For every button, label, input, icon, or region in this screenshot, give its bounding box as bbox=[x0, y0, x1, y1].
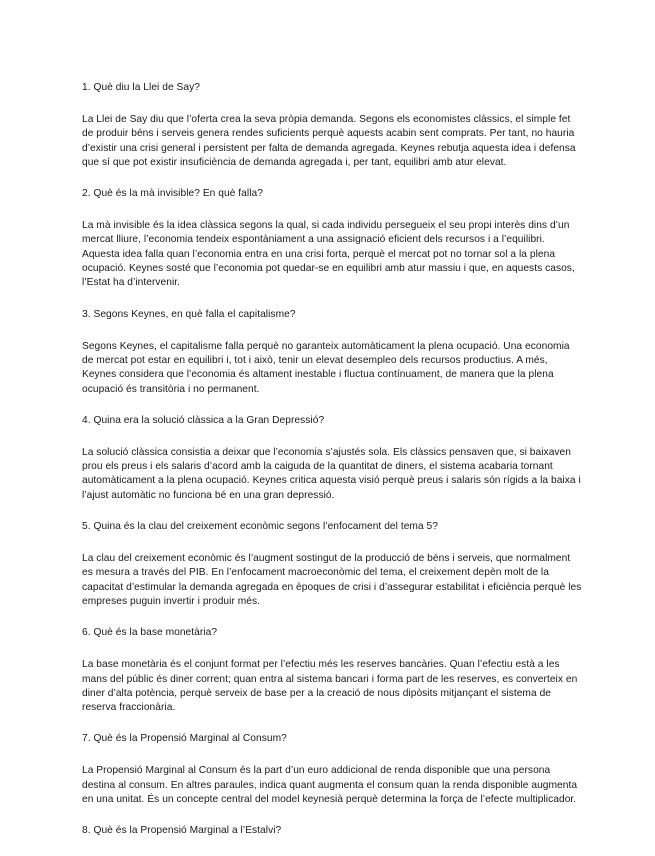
answer-3: Segons Keynes, el capitalisme falla perquè no garanteix automàticament la plena ocupació. Una economia de mercat pot estar en equilibri i, tot i això, tenir un elevat desempleo dels recursos productius. A més, Keynes considera que l’economia és altament inestable i fluctua contínuament, de manera que la plena ocupació és transitòria i no permanent. bbox=[82, 340, 570, 395]
question-8: 8. Què és la Propensió Marginal a l’Estalvi? bbox=[82, 825, 282, 837]
answer-6: La base monetària és el conjunt format per l’efectiu més les reserves bancàries. Quan l’efectiu està a les mans del públic és diner corrent; quan entra al sistema bancari i forma part de les reserves, es converteix en diner d’alta potència, perquè serveix de base per a la creació de nous dipòsits mitjançant el sistema de reserva fraccionària. bbox=[82, 659, 578, 714]
question-3: 3. Segons Keynes, en què falla el capitalisme? bbox=[82, 308, 296, 320]
question-6: 6. Què és la base monetària? bbox=[82, 627, 218, 639]
question-5: 5. Quina és la clau del creixement econòmic segons l’enfocament del tema 5? bbox=[82, 521, 438, 533]
answer-4: La solució clàssica consistia a deixar que l’economia s’ajustés sola. Els clàssics pensaven que, si baixaven prou els preus i els salaris d’acord amb la caiguda de la quantitat de diners, el sistema acabaria tornant automàticament a la plena ocupació. Keynes critica aquesta visió perquè preus i salaris són rígids a la baixa i l’ajust automàtic no funciona bé en una gran depressió. bbox=[82, 446, 581, 501]
answer-7: La Propensió Marginal al Consum és la part d’un euro addicional de renda disponible que una persona destina al consum. En altres paraules, indica quant augmenta el consum quan la renda disponible augmenta en una unitat. És un concepte central del model keynesià perquè determina la força de l’efecte multiplicador. bbox=[82, 765, 578, 806]
answer-1: La Llei de Say diu que l’oferta crea la seva pròpia demanda. Segons els economistes clàssics, el simple fet de produir béns i serveis genera rendes suficients perquè aquests acabin sent comprats. Per tant, no hauria d’existir una crisi general i persistent per falta de demanda agregada. Keynes rebutja aquesta idea i defensa que sí que pot existir insuficiència de demanda agregada i, per tant, equilibri amb atur elevat. bbox=[82, 114, 576, 168]
answer-2: La mà invisible és la idea clàssica segons la qual, si cada individu persegueix el seu propi interès dins d’un mercat lliure, l’economia tendeix espontàniament a una assignació eficient dels recursos i a l’equilibri. Aquesta idea falla quan l’economia entra en una crisi forta, perquè el mercat pot no tornar sol a la plena ocupació. Keynes sosté que l’economia pot quedar-se en equilibri amb atur massiu i que, en aquests casos, l’Estat ha d’intervenir. bbox=[82, 220, 575, 289]
question-7: 7. Què és la Propensió Marginal al Consum? bbox=[82, 733, 287, 745]
question-2: 2. Què és la mà invisible? En què falla? bbox=[82, 188, 263, 200]
question-1: 1. Què diu la Llei de Say? bbox=[82, 82, 200, 93]
document-page bbox=[82, 81, 582, 856]
question-4: 4. Quina era la solució clàssica a la Gran Depressió? bbox=[82, 414, 325, 426]
answer-5: La clau del creixement econòmic és l’augment sostingut de la producció de béns i serveis, que normalment es mesura a través del PIB. En l’enfocament macroeconòmic del tema, el creixement depèn molt de la capacitat d’estimular la demanda agregada en èpoques de crisi i d’assegurar estabilitat i eficiència perquè les empreses puguin invertir i produir més. bbox=[82, 553, 582, 607]
